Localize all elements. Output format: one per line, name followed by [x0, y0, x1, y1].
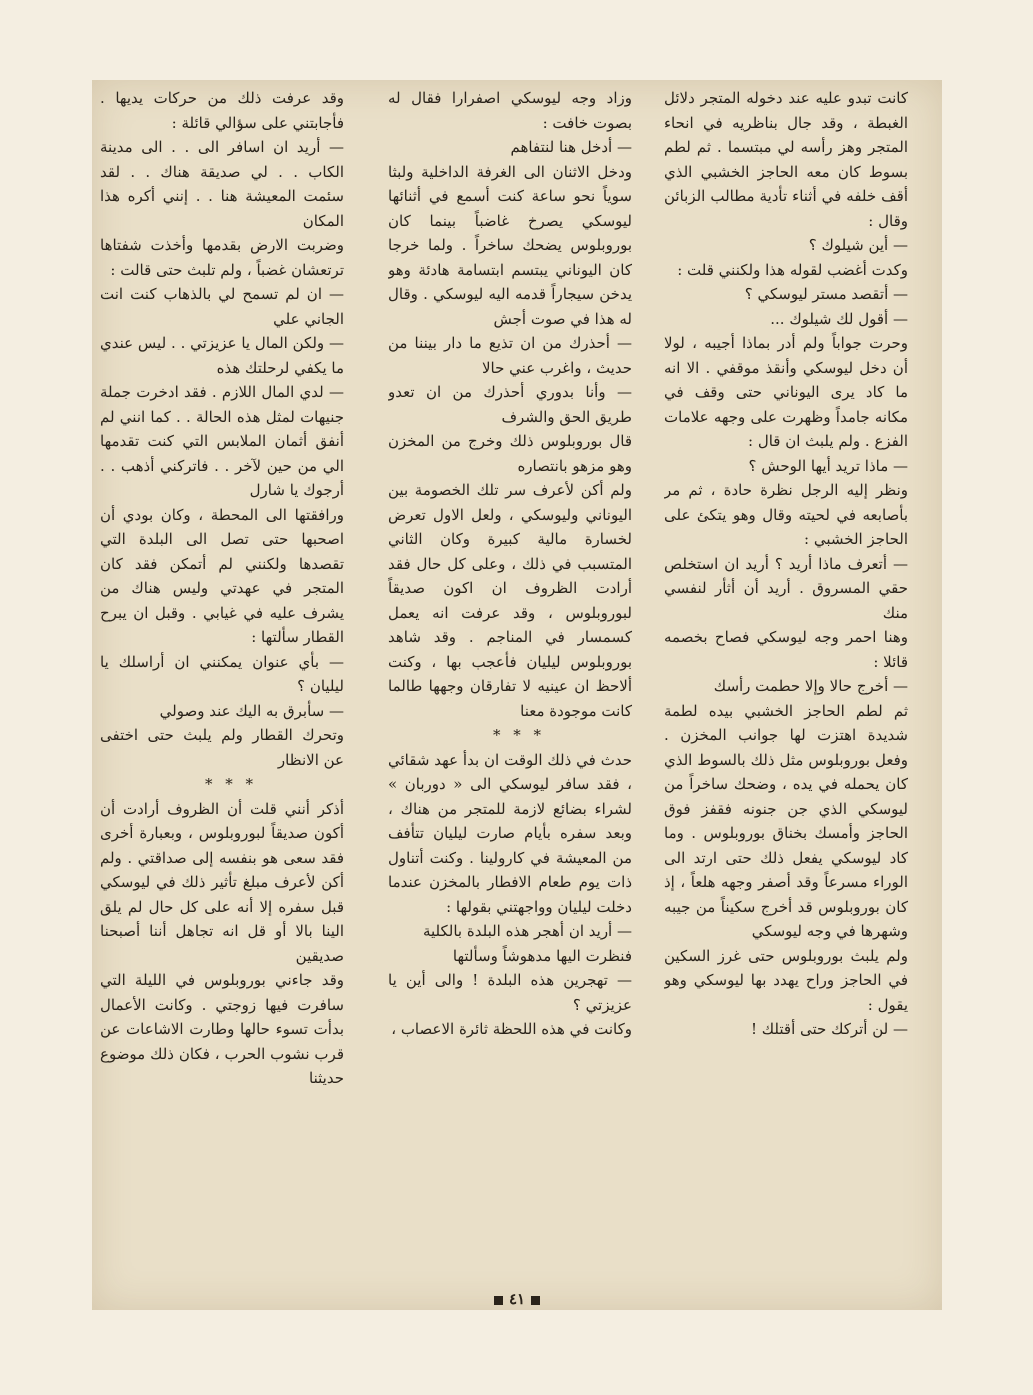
square-ornament-icon	[531, 1296, 540, 1305]
magazine-page	[92, 80, 942, 1310]
paragraph: — لدي المال اللازم . فقد ادخرت جملة جنيهات لمثل هذه الحالة . . كما انني لم أنفق أثمان الملابس التي كنت تقدمها الي من حين لآخر . . فاتركني أذهب . . أرجوك يا شارل	[100, 383, 344, 499]
column-middle	[388, 86, 650, 1266]
paragraph: وكدت أغضب لقوله هذا ولكنني قلت :	[677, 260, 908, 279]
page-number-text: ٤١	[508, 1290, 526, 1308]
paragraph: وتحرك القطار ولم يلبث حتى اختفى عن الانظار	[100, 726, 344, 769]
paragraph: — أقول لك شيلوك ...	[770, 309, 908, 328]
paragraph: وكانت في هذه اللحظة ثائرة الاعصاب ،	[391, 1020, 632, 1038]
section-divider: * * *	[204, 775, 258, 793]
paragraph: وهنا احمر وجه ليوسكي فصاح بخصمه قائلا :	[664, 628, 908, 671]
paragraph: وقد عرفت ذلك من حركات يديها . فأجابتني على سؤالي قائلة :	[100, 89, 344, 132]
paragraph: — ان لم تسمح لي بالذهاب كنت انت الجاني علي	[100, 285, 344, 328]
paragraph: ونظر إليه الرجل نظرة حادة ، ثم مر بأصابعه في لحيته وقال وهو يتكئ على الحاجز الخشبي :	[664, 481, 908, 548]
column-left	[100, 86, 362, 1266]
paragraph: — لن أتركك حتى أقتلك !	[750, 1020, 908, 1038]
paragraph: ورافقتها الى المحطة ، وكان بودي أن اصحبها حتى تصل الى البلدة التي تقصدها ولكنني لم أتمكن فقد كان المتجر في عهدتي وليس هناك من يشرف عليه في غيابي . وقبل ان يبرح القطار سألتها :	[100, 505, 344, 646]
paragraph: فنظرت اليها مدهوشاً وسألتها	[452, 946, 632, 965]
paragraph: وزاد وجه ليوسكي اصفرارا فقال له بصوت خافت :	[388, 89, 632, 132]
paragraph: — ولكن المال يا عزيزتي . . ليس عندي ما يكفي لرحلتك هذه	[100, 334, 344, 377]
paragraph: ثم لطم الحاجز الخشبي بيده لطمة شديدة اهتزت لها جوانب المخزن . وفعل بوروبلوس مثل ذلك بالسوط الذي كان يحمله في يده ، وضحك ساخراً من ليوسكي الذي جن جنونه فقفز فوق الحاجز وأمسك بخناق بوروبلوس . وما كاد ليوسكي يفعل ذلك حتى ارتد الى الوراء مسرعاً وقد أصفر وجهه هلعاً ، إذ كان بوروبلوس قد أخرج سكيناً من جيبه وشهرها في وجه ليوسكي	[664, 701, 908, 940]
paragraph: كانت تبدو عليه عند دخوله المتجر دلائل الغبطة ، وقد جال بناظريه في انحاء المتجر وهز رأسه لي مبتسما . ثم لطم بسوط كان معه الحاجز الخشبي الذي أقف خلفه في أثناء تأدية مطالب الزبائن وقال :	[664, 89, 908, 230]
paragraph: — أتقصد مستر ليوسكي ؟	[744, 285, 908, 303]
section-divider: * * *	[492, 726, 546, 744]
paragraph: حدث في ذلك الوقت ان بدأ عهد شقائي ، فقد سافر ليوسكي الى « دوربان » لشراء بضائع لازمة للمتجر من هناك ، وبعد سفره بأيام صارت ليليان تتأفف من المعيشة في كارولينا . وكنت أتناول ذات يوم طعام الافطار بالمخزن عندما دخلت ليليان وواجهتني بقولها :	[388, 750, 632, 916]
paragraph: — بأي عنوان يمكنني ان أراسلك يا ليليان ؟	[100, 652, 344, 695]
paragraph: ودخل الاثنان الى الغرفة الداخلية ولبثا سوياً نحو ساعة كنت أسمع في أثنائها ليوسكي يصرخ غاضباً بينما كان بوروبلوس يضحك ساخراً . ولما خرجا كان اليوناني يبتسم ابتسامة هادئة وهو يدخن سيجاراً قدمه اليه ليوسكي . وقال له هذا في صوت أجش	[388, 162, 632, 328]
column-right	[664, 86, 926, 1266]
paragraph: — سأبرق به اليك عند وصولي	[159, 701, 344, 720]
paragraph: أذكر أنني قلت أن الظروف أرادت أن أكون صديقاً لبوروبلوس ، وبعبارة أخرى فقد سعى هو بنفسه إلى صداقتي . ولم أكن لأعرف مبلغ تأثير ذلك في ليوسكي قبل سفره إلا أنه على كل حال لم يلق الينا بالا أو قل انه تجاهل أننا أصبحنا صديقين	[100, 799, 344, 965]
paragraph: وحرت جواباً ولم أدر بماذا أجيبه ، لولا أن دخل ليوسكي وأنقذ موقفي . الا انه ما كاد يرى اليوناني حتى وقف في مكانه جامداً وظهرت على وجهه علامات الفزع . ولم يلبث ان قال :	[664, 334, 908, 450]
paragraph: — ماذا تريد أيها الوحش ؟	[748, 456, 908, 475]
paragraph: قال بوروبلوس ذلك وخرج من المخزن وهو مزهو بانتصاره	[388, 432, 632, 475]
paragraph: — أحذرك من ان تذيع ما دار بيننا من حديث ، واغرب عني حالا	[388, 334, 632, 377]
paragraph: — تهجرين هذه البلدة ! والى أين يا عزيزتي ؟	[388, 971, 632, 1014]
page-number	[92, 1290, 942, 1308]
paragraph: — أدخل هنا لنتفاهم	[510, 138, 632, 156]
paragraph: — أتعرف ماذا أريد ؟ أريد ان استخلص حقي المسروق . أريد أن أثأر لنفسي منك	[664, 554, 908, 622]
paragraph: — أين شيلوك ؟	[808, 236, 908, 254]
paragraph: ولم أكن لأعرف سر تلك الخصومة بين اليوناني وليوسكي ، ولعل الاول تعرض لخسارة مالية كبيرة وكان الثاني المتسبب في ذلك ، وعلى كل حال فقد أرادت الظروف ان اكون صديقاً لبوروبلوس ، وقد عرفت انه يعمل كسمسار في المناجم . وقد شاهد بوروبلوس ليليان فأعجب بها ، وكنت ألاحظ ان عينيه لا تفارقان وجهها طالما كانت موجودة معنا	[388, 481, 632, 720]
paragraph: — وأنا بدوري أحذرك من ان تعدو طريق الحق والشرف	[388, 383, 632, 426]
paragraph: ولم يلبث بوروبلوس حتى غرز السكين في الحاجز وراح يهدد بها ليوسكي وهو يقول :	[664, 946, 908, 1014]
paragraph: — أريد ان أهجر هذه البلدة بالكلية	[422, 922, 632, 940]
paragraph: وضربت الارض بقدمها وأخذت شفتاها ترتعشان غضباً ، ولم تلبث حتى قالت :	[100, 236, 344, 279]
paragraph: — أريد ان اسافر الى . . الى مدينة الكاب . . لي صديقة هناك . . لقد سئمت المعيشة هنا . . إنني أكره هذا المكان	[100, 138, 344, 230]
square-ornament-icon	[494, 1296, 503, 1305]
paragraph: — أخرج حالا وإلا حطمت رأسك	[713, 677, 908, 695]
paragraph: وقد جاءني بوروبلوس في الليلة التي سافرت فيها زوجتي . وكانت الأعمال بدأت تسوء حالها وطارت الاشاعات عن قرب نشوب الحرب ، فكان ذلك موضوع حديثنا	[100, 971, 344, 1087]
